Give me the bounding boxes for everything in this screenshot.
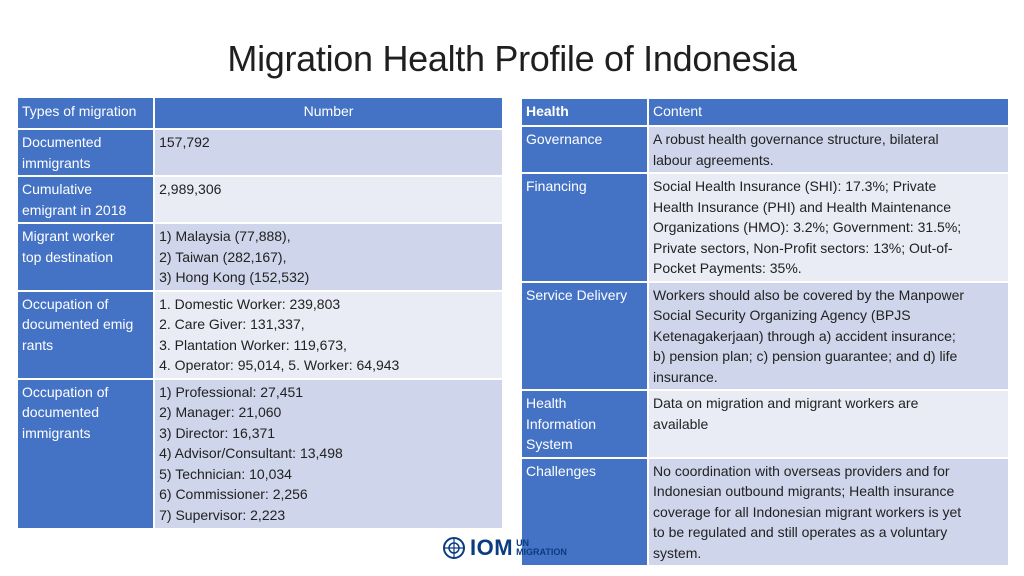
row-label-line: emigrant in 2018 <box>22 201 127 218</box>
header-types-of-migration: Types of migration <box>18 98 153 128</box>
logo-subtext: UN MIGRATION <box>516 538 567 557</box>
row-value-line: available <box>653 415 709 432</box>
row-value-line: 1) Malaysia (77,888), <box>159 228 291 244</box>
row-value-line: system. <box>653 544 702 561</box>
row-label-line: top destination <box>22 248 114 265</box>
row-value-line: 2. Care Giver: 131,337, <box>159 316 305 332</box>
row-value-line: 157,792 <box>159 134 210 150</box>
row-value <box>155 224 502 290</box>
table-row <box>522 391 1008 457</box>
row-value-line: 2) Manager: 21,060 <box>159 404 282 420</box>
row-value <box>155 380 502 528</box>
row-value-line: 1. Domestic Worker: 239,803 <box>159 295 341 312</box>
row-value-line: insurance. <box>653 368 718 385</box>
row-value <box>155 292 502 378</box>
un-emblem-icon <box>442 536 466 560</box>
row-value <box>649 283 1008 390</box>
row-value <box>649 459 1008 566</box>
row-label-line: documented <box>22 404 100 420</box>
row-label-line: rants <box>22 336 54 353</box>
row-value-line: Health Insurance (PHI) and Health Maintenance <box>653 198 952 215</box>
row-value-line: b) pension plan; c) pension guarantee; and d) life <box>653 348 958 364</box>
row-value-line: Pocket Payments: 35%. <box>653 260 802 276</box>
table-row <box>18 224 502 290</box>
row-value-line: 3. Plantation Worker: 119,673, <box>159 336 347 353</box>
table-row <box>522 127 1008 172</box>
row-label-line: Governance <box>526 131 603 147</box>
row-value-line: 3) Hong Kong (152,532) <box>159 269 310 285</box>
row-label-line: Occupation of <box>22 383 109 400</box>
migration-types-table <box>16 96 504 530</box>
row-label-line: immigrants <box>22 424 91 441</box>
row-value-line: 6) Commissioner: 2,256 <box>159 486 308 502</box>
row-value <box>649 127 1008 172</box>
row-label <box>18 292 153 378</box>
row-value-line: to be regulated and still operates as a voluntary <box>653 524 948 540</box>
table-row <box>18 177 502 222</box>
row-label-line: documented emig <box>22 316 134 332</box>
table-row <box>18 130 502 175</box>
logo-text: IOM <box>470 535 514 560</box>
row-value-line: Ketenagakerjaan) through a) accident insurance; <box>653 327 956 344</box>
row-label <box>522 391 647 457</box>
row-label-line: System <box>526 436 573 452</box>
row-value-line: coverage for all Indonesian migrant workers is yet <box>653 503 962 520</box>
row-label-line: immigrants <box>22 154 91 171</box>
table-row <box>522 174 1008 281</box>
row-label-line: Financing <box>526 178 587 194</box>
row-label-line: Service Delivery <box>526 286 628 303</box>
row-value-line: 2) Taiwan (282,167), <box>159 248 287 265</box>
row-value-line: labour agreements. <box>653 151 774 168</box>
row-value-line: Workers should also be covered by the Manpower <box>653 286 965 303</box>
row-value-line: Social Security Organizing Agency (BPJS <box>653 307 911 323</box>
row-label-line: Health <box>526 395 567 411</box>
row-label <box>522 174 647 281</box>
row-label <box>522 283 647 390</box>
row-value-line: 2,989,306 <box>159 181 222 197</box>
row-label-line: Migrant worker <box>22 228 115 244</box>
header-content: Content <box>649 99 1008 125</box>
row-value-line: 1) Professional: 27,451 <box>159 383 304 400</box>
header-health: Health <box>522 99 647 125</box>
health-content-table <box>520 97 1010 567</box>
row-value-line: Indonesian outbound migrants; Health insurance <box>653 483 955 499</box>
row-value-line: 7) Supervisor: 2,223 <box>159 506 286 523</box>
row-label <box>18 130 153 175</box>
row-value <box>155 177 502 222</box>
row-value-line: A robust health governance structure, bilateral <box>653 131 939 147</box>
row-label <box>522 127 647 172</box>
row-label <box>18 380 153 528</box>
row-value-line: 4) Advisor/Consultant: 13,498 <box>159 445 343 461</box>
row-value <box>649 391 1008 457</box>
row-label-line: Documented <box>22 134 102 150</box>
row-value <box>649 174 1008 281</box>
row-value-line: No coordination with overseas providers and for <box>653 462 950 479</box>
row-label <box>18 177 153 222</box>
row-value-line: Social Health Insurance (SHI): 17.3%; Private <box>653 178 937 194</box>
row-label-line: Occupation of <box>22 295 109 312</box>
page-title: Migration Health Profile of Indonesia <box>227 38 797 79</box>
table-row <box>18 380 502 528</box>
row-value-line: Data on migration and migrant workers are <box>653 395 919 411</box>
row-value-line: Organizations (HMO): 3.2%; Government: 31.5%; <box>653 219 962 235</box>
row-value <box>155 130 502 175</box>
iom-logo <box>442 535 567 561</box>
row-value-line: 3) Director: 16,371 <box>159 424 276 441</box>
row-value-line: 5) Technician: 10,034 <box>159 465 292 482</box>
row-label-line: Information <box>526 415 597 432</box>
table-row <box>18 292 502 378</box>
row-value-line: Private sectors, Non-Profit sectors: 13%; Out-of- <box>653 239 953 256</box>
row-label-line: Cumulative <box>22 181 93 197</box>
row-label-line: Challenges <box>526 462 597 479</box>
header-number: Number <box>155 98 502 128</box>
table-row <box>522 283 1008 390</box>
table-row <box>522 459 1008 566</box>
row-value-line: 4. Operator: 95,014, 5. Worker: 64,943 <box>159 357 400 373</box>
row-label <box>18 224 153 290</box>
